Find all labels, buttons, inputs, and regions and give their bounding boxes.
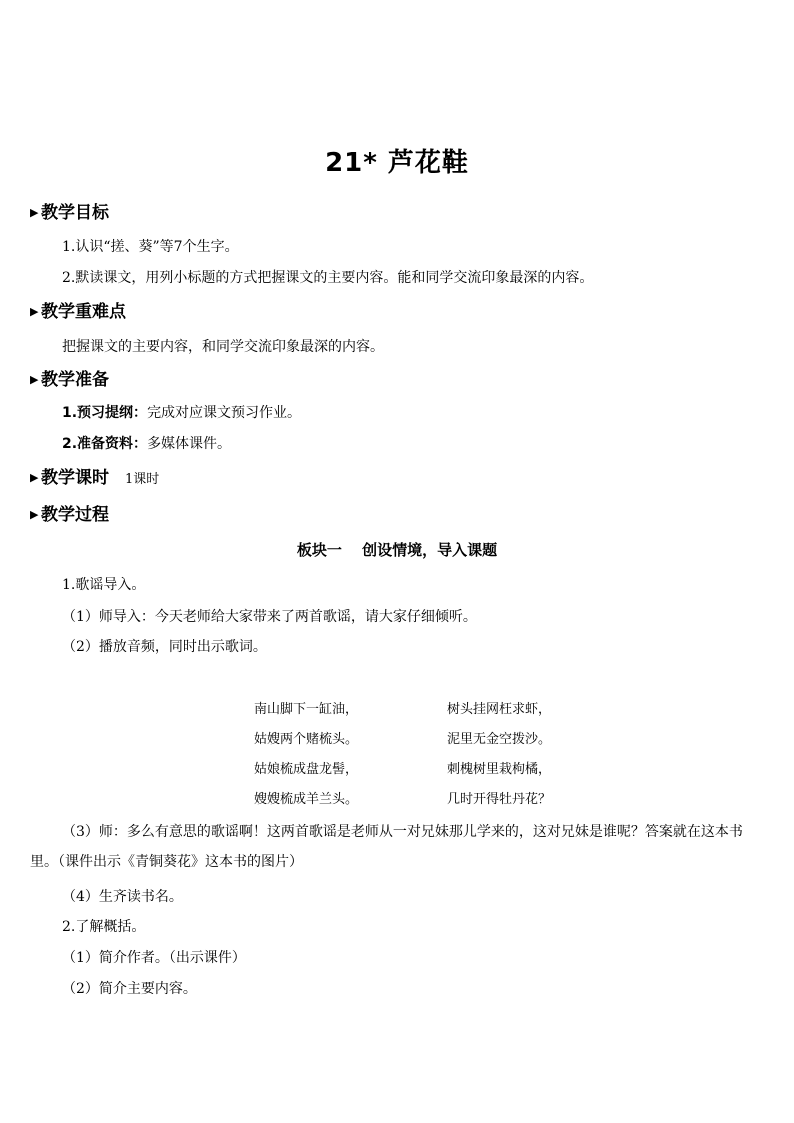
objective-1: 1.认识“搓、葵”等7个生字。 <box>62 239 239 255</box>
heading-process: ▶ 教学过程 <box>30 505 109 525</box>
key-points-text: 把握课文的主要内容，和同学交流印象最深的内容。 <box>62 339 384 355</box>
hours-value: 1课时 <box>125 472 160 487</box>
preparation-1-label: 1.预习提纲： <box>62 405 148 421</box>
step-1-1: （1）师导入：今天老师给大家带来了两首歌谣，请大家仔细倾听。 <box>62 609 477 625</box>
heading-preparation: ▶ 教学准备 <box>30 370 109 390</box>
poem-line: 南山脚下一缸油， <box>254 702 359 717</box>
preparation-2 <box>62 434 231 454</box>
lesson-title: 21* 芦花鞋 <box>325 148 469 178</box>
poem-line: 姑嫂两个赌梳头。 <box>254 732 359 747</box>
triangle-bullet-icon: ▶ <box>30 206 39 219</box>
step-2: 2.了解概括。 <box>62 919 146 935</box>
section-1-title: 板块一 创设情境，导入课题 <box>296 541 498 559</box>
triangle-bullet-icon: ▶ <box>30 471 39 484</box>
poem-line: 姑娘梳成盘龙髻， <box>254 762 359 777</box>
step-2-2: （2）简介主要内容。 <box>62 981 197 997</box>
heading-key-points: ▶ 教学重难点 <box>30 302 126 322</box>
preparation-2-text: 多媒体课件。 <box>147 436 232 452</box>
poem-line: 树头挂网枉求虾， <box>447 702 552 717</box>
poem-line: 泥里无金空拨沙。 <box>447 732 552 747</box>
heading-objectives: ▶ 教学目标 <box>30 203 109 223</box>
objective-2: 2.默读课文，用列小标题的方式把握课文的主要内容。能和同学交流印象最深的内容。 <box>62 270 594 286</box>
preparation-1 <box>62 403 301 423</box>
preparation-2-label: 2.准备资料： <box>62 436 148 452</box>
poem-line: 刺槐树里栽枸橘， <box>447 762 552 777</box>
triangle-bullet-icon: ▶ <box>30 373 39 386</box>
poem-line: 几时开得牡丹花？ <box>447 792 552 807</box>
step-1: 1.歌谣导入。 <box>62 577 146 593</box>
poem-line: 嫂嫂梳成羊兰头。 <box>254 792 359 807</box>
triangle-bullet-icon: ▶ <box>30 508 39 521</box>
heading-hours: ▶ 教学课时 1课时 <box>30 468 160 488</box>
step-1-2: （2）播放音频，同时出示歌词。 <box>62 639 267 655</box>
preparation-1-text: 完成对应课文预习作业。 <box>147 405 302 421</box>
step-1-4: （4）生齐读书名。 <box>62 889 183 905</box>
step-1-3: （3）师：多么有意思的歌谣啊！这两首歌谣是老师从一对兄妹那儿学来的，这对兄妹是谁呢？答案就在这本书里。（课件出示《青铜葵花》这本书的图片） <box>30 824 743 870</box>
step-2-1: （1）简介作者。（出示课件） <box>62 950 246 966</box>
triangle-bullet-icon: ▶ <box>30 305 39 318</box>
